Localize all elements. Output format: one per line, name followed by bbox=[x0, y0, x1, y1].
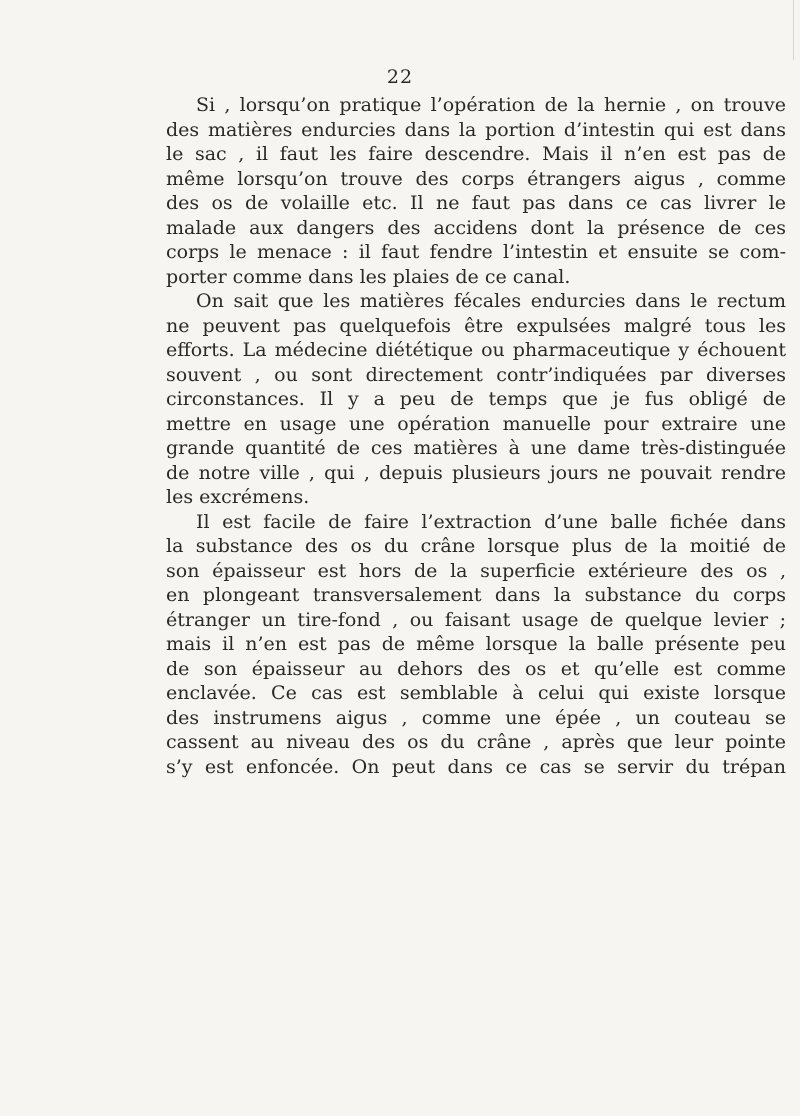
text-line: de notre ville , qui , depuis plusieurs jours ne pouvait rendre bbox=[166, 461, 786, 484]
text-line: s’y est enfoncée. On peut dans ce cas se servir du trépan bbox=[166, 755, 786, 778]
page-number: 22 bbox=[386, 66, 414, 88]
text-line: des os de volaille etc. Il ne faut pas dans ce cas livrer le bbox=[166, 192, 786, 214]
text-line: même lorsqu’on trouve des corps étrangers aigus , comme bbox=[166, 167, 786, 190]
text-line: la substance des os du crâne lorsque plus de la moitié de bbox=[166, 535, 786, 557]
text-line: circonstances. Il y a peu de temps que je fus obligé de bbox=[166, 388, 786, 410]
text-line: de son épaisseur au dehors des os et qu’elle est comme bbox=[166, 657, 786, 680]
text-line: On sait que les matières fécales endurcies dans le rectum bbox=[196, 290, 786, 312]
text-line: mais il n’en est pas de même lorsque la balle présente peu bbox=[166, 633, 786, 655]
text-line: des matières endurcies dans la portion d’intestin qui est dans bbox=[166, 118, 786, 141]
text-line: le sac , il faut les faire descendre. Mais il n’en est pas de bbox=[166, 143, 786, 165]
text-line: efforts. La médecine diététique ou pharmaceutique y échouent bbox=[166, 339, 786, 361]
text-line: mettre en usage une opération manuelle pour extraire une bbox=[166, 412, 786, 435]
text-line: des instrumens aigus , comme une épée , un couteau se bbox=[166, 706, 786, 729]
text-line: en plongeant transversalement dans la substance du corps bbox=[166, 584, 786, 606]
page-edge-mark bbox=[793, 0, 794, 60]
text-line: cassent au niveau des os du crâne , après que leur pointe bbox=[166, 731, 786, 753]
body-text bbox=[166, 93, 786, 779]
text-line: corps le menace : il faut fendre l’intestin et ensuite se com- bbox=[166, 241, 786, 263]
text-line: Si , lorsqu’on pratique l’opération de la hernie , on trouve bbox=[196, 94, 786, 116]
text-line: son épaisseur est hors de la superficie extérieure des os , bbox=[166, 559, 786, 582]
text-line: enclavée. Ce cas est semblable à celui qui existe lorsque bbox=[166, 682, 786, 704]
text-line: les excrémens. bbox=[166, 486, 310, 508]
text-line: souvent , ou sont directement contr’indiquées par diverses bbox=[166, 363, 786, 386]
text-line: porter comme dans les plaies de ce canal. bbox=[166, 265, 571, 288]
text-line: Il est facile de faire l’extraction d’une balle fichée dans bbox=[196, 510, 786, 533]
text-line: étranger un tire-fond , ou faisant usage de quelque levier ; bbox=[166, 608, 786, 631]
text-line: grande quantité de ces matières à une dame très-distinguée bbox=[166, 437, 786, 459]
text-line: malade aux dangers des accidens dont la présence de ces bbox=[166, 216, 786, 239]
text-line: ne peuvent pas quelquefois être expulsées malgré tous les bbox=[166, 314, 786, 337]
